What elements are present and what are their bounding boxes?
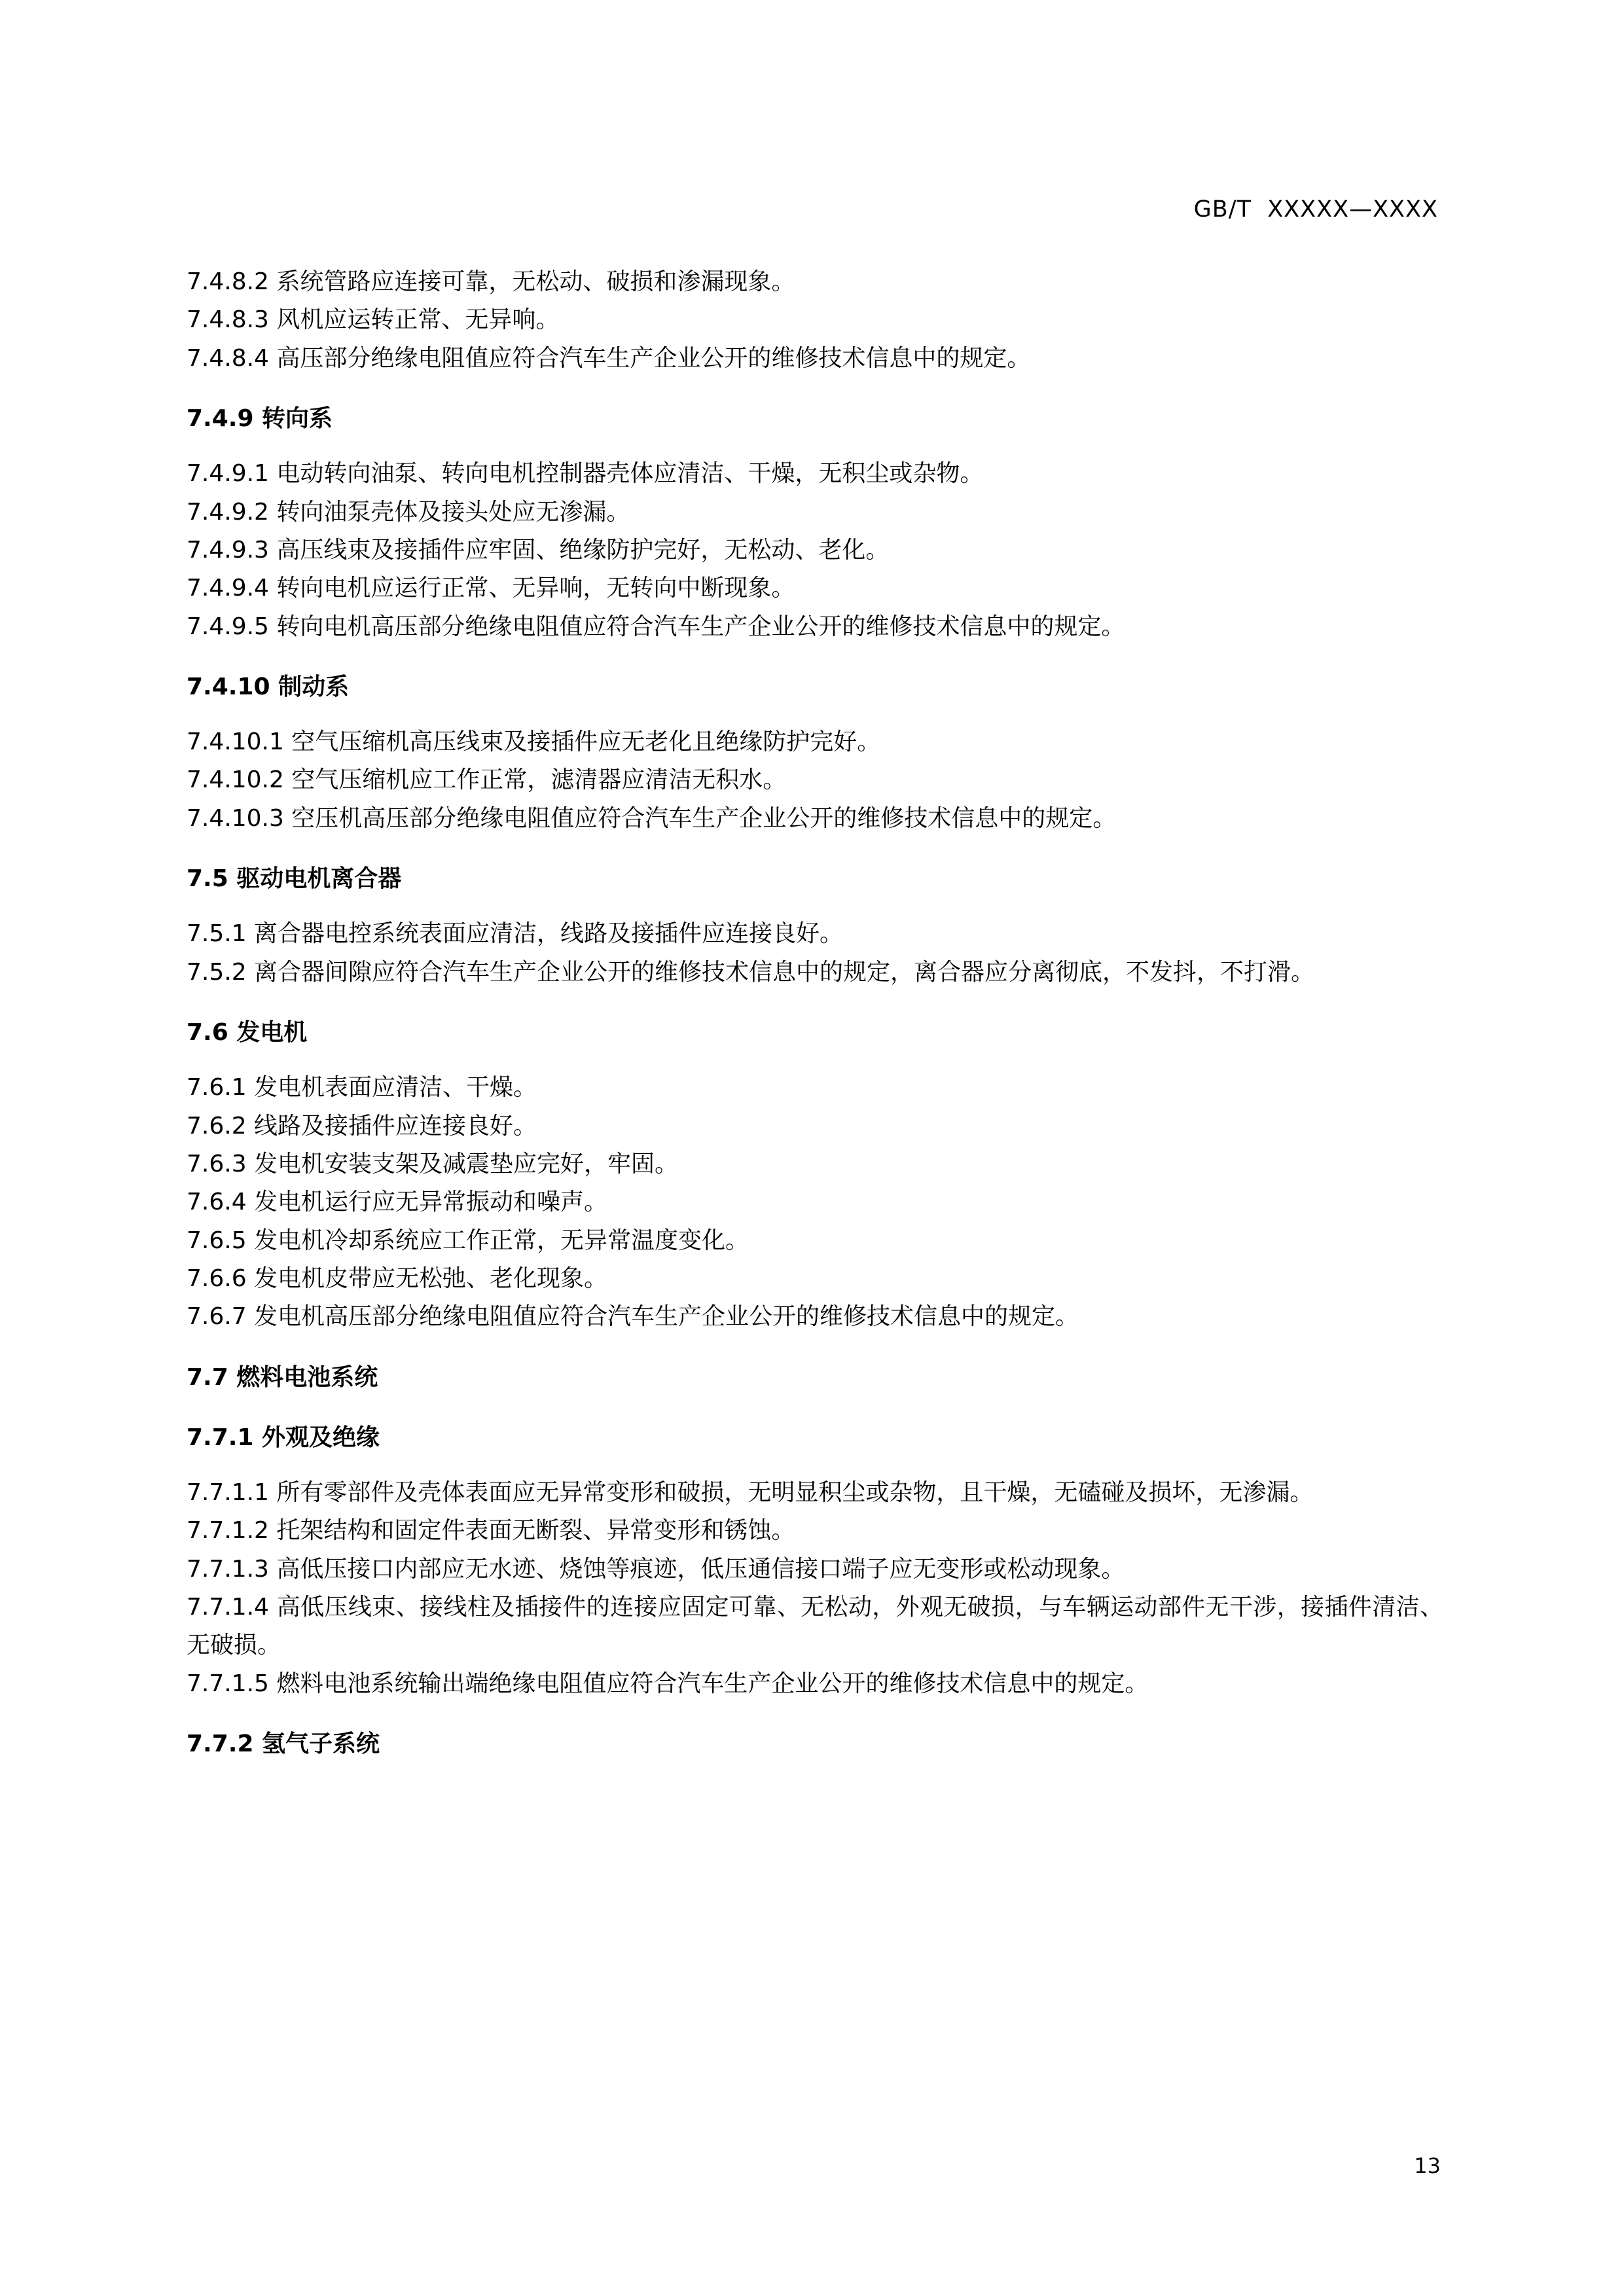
clause-7-6-2: 7.6.2 线路及接插件应连接良好。	[187, 1112, 537, 1139]
clause-7-7-1-2: 7.7.1.2 托架结构和固定件表面无断裂、异常变形和锈蚀。	[187, 1517, 795, 1545]
clause-7-4-9-2: 7.4.9.2 转向油泵壳体及接头处应无渗漏。	[187, 498, 630, 526]
clause-7-4-8-4: 7.4.8.4 高压部分绝缘电阻值应符合汽车生产企业公开的维修技术信息中的规定。	[187, 344, 1031, 372]
heading-7-5: 7.5 驱动电机离合器	[187, 865, 402, 893]
clause-7-4-10-2: 7.4.10.2 空气压缩机应工作正常，滤清器应清洁无积水。	[187, 766, 787, 794]
heading-7-7-1: 7.7.1 外观及绝缘	[187, 1424, 380, 1451]
clause-7-6-6: 7.6.6 发电机皮带应无松弛、老化现象。	[187, 1265, 608, 1292]
heading-7-4-9: 7.4.9 转向系	[187, 404, 333, 432]
heading-7-7-2: 7.7.2 氢气子系统	[187, 1731, 380, 1757]
clause-7-4-10-1: 7.4.10.1 空气压缩机高压线束及接插件应无老化且绝缘防护完好。	[187, 728, 881, 756]
clause-7-5-2: 7.5.2 离合器间隙应符合汽车生产企业公开的维修技术信息中的规定，离合器应分离彻底，不发抖，不打滑。	[187, 958, 1315, 986]
clause-7-4-10-3: 7.4.10.3 空压机高压部分绝缘电阻值应符合汽车生产企业公开的维修技术信息中的规定。	[187, 804, 1117, 832]
clause-7-4-9-3: 7.4.9.3 高压线束及接插件应牢固、绝缘防护完好，无松动、老化。	[187, 536, 890, 564]
clause-7-6-4: 7.6.4 发电机运行应无异常振动和噪声。	[187, 1189, 608, 1216]
clause-7-7-1-3: 7.7.1.3 高低压接口内部应无水迹、烧蚀等痕迹，低压通信接口端子应无变形或松动现象。	[187, 1555, 1125, 1583]
clause-7-4-9-5: 7.4.9.5 转向电机高压部分绝缘电阻值应符合汽车生产企业公开的维修技术信息中的规定。	[187, 613, 1125, 640]
page-header: GB/T XXXXX—XXXX	[1193, 196, 1438, 223]
clause-7-6-3: 7.6.3 发电机安装支架及减震垫应完好，牢固。	[187, 1150, 679, 1177]
clause-7-7-1-5: 7.7.1.5 燃料电池系统输出端绝缘电阻值应符合汽车生产企业公开的维修技术信息中的规定。	[187, 1670, 1149, 1697]
clause-7-5-1: 7.5.1 离合器电控系统表面应清洁，线路及接插件应连接良好。	[187, 920, 844, 948]
clause-7-4-8-2: 7.4.8.2 系统管路应连接可靠，无松动、破损和渗漏现象。	[187, 268, 795, 295]
clause-7-4-9-4: 7.4.9.4 转向电机应运行正常、无异响，无转向中断现象。	[187, 575, 795, 602]
document-body	[187, 263, 1443, 1763]
page-content	[187, 0, 1443, 1780]
heading-7-7: 7.7 燃料电池系统	[187, 1363, 378, 1391]
clause-7-4-9-1: 7.4.9.1 电动转向油泵、转向电机控制器壳体应清洁、干燥，无积尘或杂物。	[187, 460, 984, 488]
clause-7-6-5: 7.6.5 发电机冷却系统应工作正常，无异常温度变化。	[187, 1227, 749, 1254]
page-number: 13	[1414, 2153, 1441, 2178]
clause-7-7-1-1: 7.7.1.1 所有零部件及壳体表面应无异常变形和破损，无明显积尘或杂物，且干燥，无磕碰及损坏，无渗漏。	[187, 1479, 1314, 1507]
clause-7-6-1: 7.6.1 发电机表面应清洁、干燥。	[187, 1074, 537, 1102]
heading-7-6: 7.6 发电机	[187, 1019, 308, 1046]
clause-7-6-7: 7.6.7 发电机高压部分绝缘电阻值应符合汽车生产企业公开的维修技术信息中的规定。	[187, 1303, 1079, 1331]
clause-7-7-1-4: 7.7.1.4 高低压线束、接线柱及插接件的连接应固定可靠、无松动，外观无破损，与车辆运动部件无干涉，接插件清洁、无破损。	[187, 1594, 1443, 1659]
clause-7-4-8-3: 7.4.8.3 风机应运转正常、无异响。	[187, 306, 560, 334]
heading-7-4-10: 7.4.10 制动系	[187, 673, 350, 700]
